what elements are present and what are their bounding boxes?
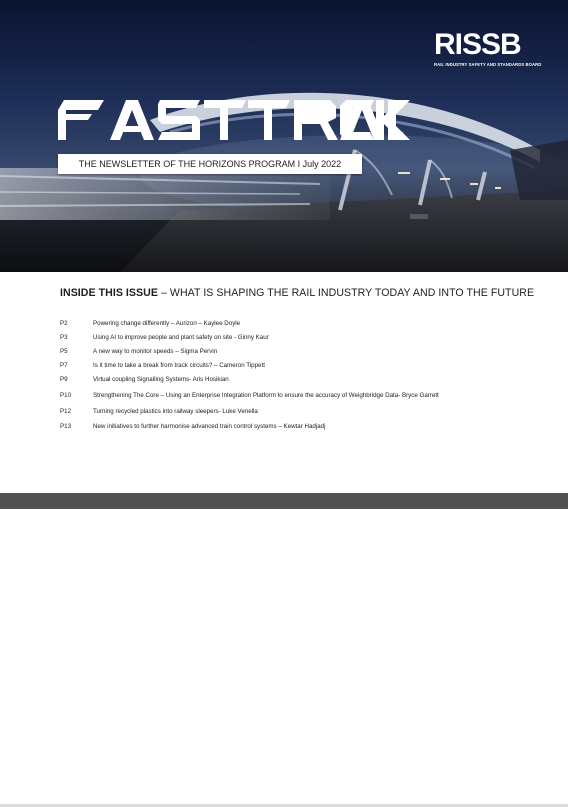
toc-title: Virtual coupling Signalling Systems- Aris Hosikian (93, 376, 229, 383)
toc-title: Turning recycled plastics into railway sleepers- Luke Venella (93, 408, 258, 415)
footer-band (0, 493, 568, 509)
toc-page-number: P2 (60, 320, 68, 327)
toc-title: New initiatives to further harmonise advanced train control systems – Kewtar Hadjadj (93, 423, 326, 430)
masthead-lettering-end (330, 96, 410, 144)
toc-page-number: P9 (60, 376, 68, 383)
toc-title: Powering change differently – Aurizon – Kaylee Doyle (93, 320, 241, 327)
toc-title: Using AI to improve people and plant safety on site - Ginny Kaur (93, 334, 269, 341)
inside-this-issue-heading: INSIDE THIS ISSUE – WHAT IS SHAPING THE RAIL INDUSTRY TODAY AND INTO THE FUTURE (60, 287, 535, 299)
cover-image (0, 0, 568, 272)
toc-title: A new way to monitor speeds – Sigma Pervin (93, 348, 218, 355)
toc-page-number: P5 (60, 348, 68, 355)
toc-title: Strengthening The Core – Using an Enterprise Integration Platform to ensure the accuracy of Weighbridge Data- Bryce Garrett (93, 392, 439, 399)
logo-subtitle: RAIL INDUSTRY SAFETY AND STANDARDS BOARD (434, 62, 542, 67)
toc-page-number: P10 (60, 392, 72, 399)
toc-page-number: P12 (60, 408, 72, 415)
rissb-logo (434, 28, 542, 67)
toc-title: Is it time to take a break from track circuits? – Cameron Tippett (93, 362, 265, 369)
logo-wordmark: RISSB (434, 28, 521, 61)
toc-page-number: P3 (60, 334, 68, 341)
toc-page-number: P7 (60, 362, 68, 369)
newsletter-tagline: THE NEWSLETTER OF THE HORIZONS PROGRAM I July 2022 (58, 154, 362, 174)
toc-page-number: P13 (60, 423, 72, 430)
